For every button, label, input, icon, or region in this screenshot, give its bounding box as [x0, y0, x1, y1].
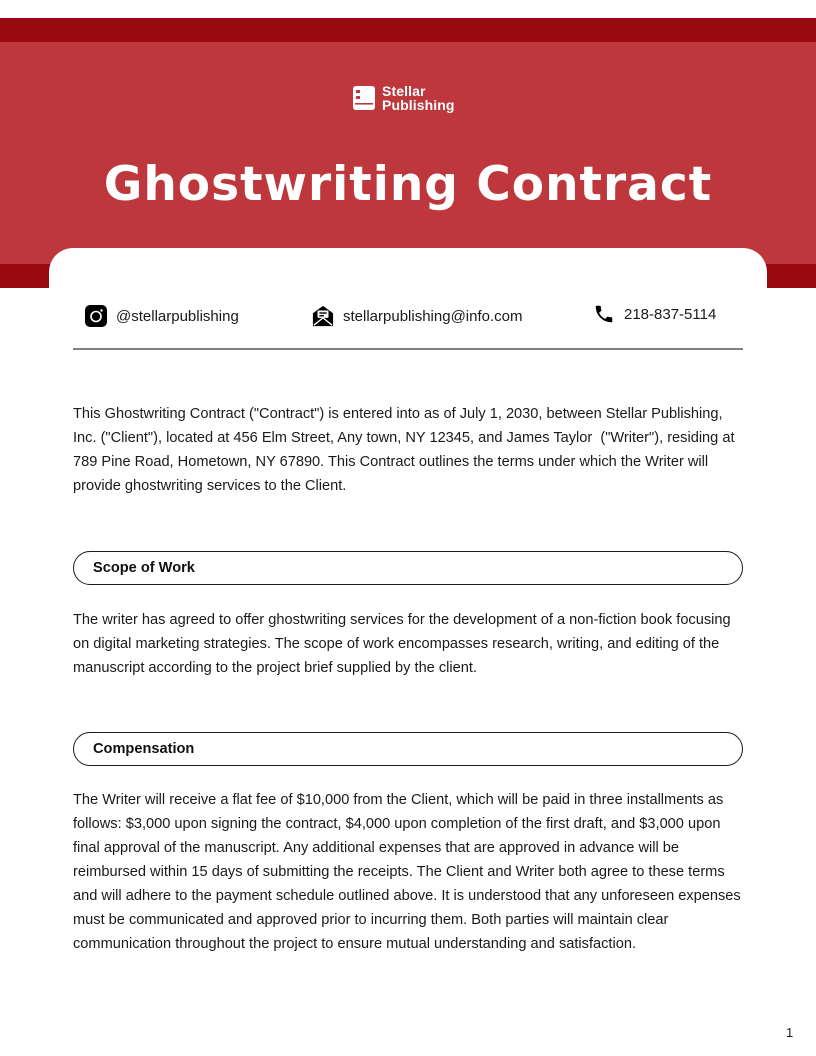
book-logo-icon [352, 85, 376, 111]
contact-bar [73, 302, 743, 332]
phone-icon [593, 302, 615, 326]
contact-divider [73, 348, 743, 350]
section-heading-scope-of-work: Scope of Work [73, 551, 743, 585]
instagram-handle: @stellarpublishing [116, 307, 239, 325]
section-heading-compensation: Compensation [73, 732, 743, 766]
page-number: 1 [786, 1025, 794, 1040]
scope-of-work-paragraph: The writer has agreed to offer ghostwriting services for the development of a non-fiction book focusing on digital marketing strategies. The scope of work encompasses research, writing, and editing of the manuscript according to the project brief supplied by the client. [73, 612, 731, 676]
brand-name-line1: Stellar [382, 83, 426, 99]
contact-instagram[interactable] [85, 302, 239, 330]
envelope-icon [312, 304, 334, 328]
header-top-band [0, 18, 816, 42]
email-address: stellarpublishing@info.com [343, 307, 523, 325]
intro-paragraph: This Ghostwriting Contract ("Contract") is entered into as of July 1, 2030, between Stellar Publishing, Inc. ("Client"), located at 456 Elm Street, Any town, NY 12345, and James Taylor ("Writer"), residing at 789 Pine Road, Hometown, NY 67890. This Contract outlines the terms under which the Writer will provide ghostwriting services to the Client. [73, 406, 735, 494]
brand-logo [352, 84, 455, 112]
contact-phone[interactable] [593, 300, 716, 328]
document-title: Ghostwriting Contract [103, 157, 713, 212]
instagram-icon [85, 304, 107, 328]
contact-email[interactable] [312, 302, 522, 330]
brand-name-line2: Publishing [382, 97, 455, 113]
compensation-paragraph: The Writer will receive a flat fee of $10,000 from the Client, which will be paid in three installments as follows: $3,000 upon signing the contract, $4,000 upon completion of the first draft, and $3,000 upon final approval of the manuscript. Any additional expenses that are approved in advance will be reimbursed within 15 days of submitting the receipts. The Client and Writer both agree to these terms and will adhere to the payment schedule outlined above. It is understood that any unforeseen expenses must be communicated and approved prior to incurring them. Both parties will maintain clear communication throughout the project to ensure mutual understanding and satisfaction. [73, 792, 741, 952]
phone-number: 218-837-5114 [624, 305, 717, 323]
